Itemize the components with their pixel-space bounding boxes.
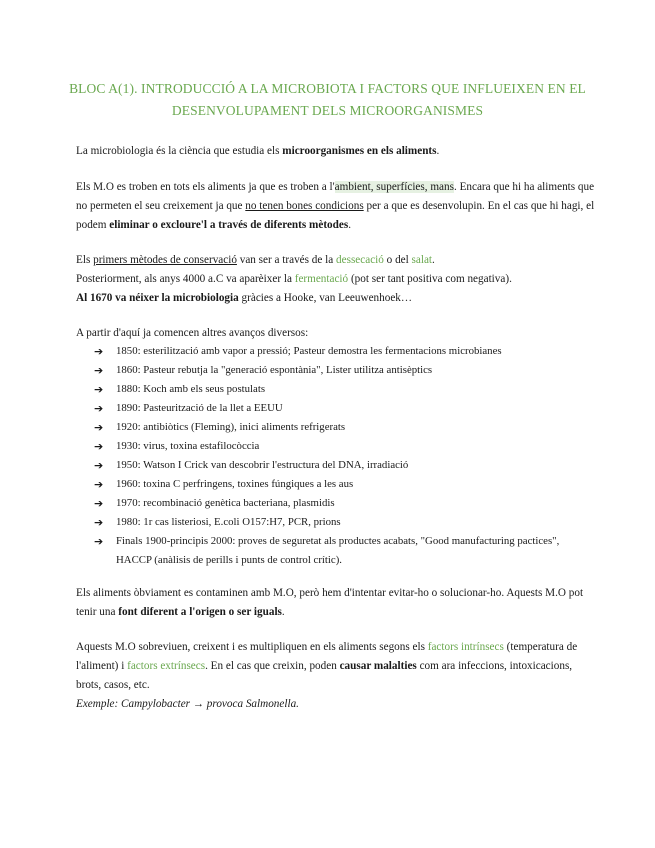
timeline-item (94, 418, 594, 437)
timeline-item (94, 494, 594, 513)
timeline-item-text: 1860: Pasteur rebutja la "generació espontània", Lister utilitza antisèptics (116, 364, 433, 376)
history-line-2 (76, 270, 596, 289)
text-run: . (348, 219, 351, 231)
timeline-item (94, 513, 594, 532)
green-text: dessecació (336, 254, 384, 266)
text-run: . (432, 254, 435, 266)
text-run: o del (383, 254, 412, 266)
green-text: salat (411, 254, 433, 266)
green-text: factors intrínsecs (427, 641, 504, 653)
arrow-bullet-icon: ➔ (94, 345, 104, 358)
document-title (60, 78, 595, 122)
text-run: Els M.O es troben en tots els aliments ja que es troben a l' (76, 181, 335, 193)
underlined-text: no tenen bones condicions (245, 200, 364, 212)
highlighted-text: ambient, superfícies, mans (334, 181, 454, 193)
text-run: van ser a través de la (236, 254, 337, 266)
timeline-item (94, 380, 594, 399)
timeline-item-text: 1950: Watson I Crick van descobrir l'estructura del DNA, irradiació (116, 459, 409, 471)
bold-text: causar malalties (339, 660, 417, 672)
timeline-item (94, 437, 594, 456)
text-run: . Encara que hi ha aliments que no permeten el seu creixement ja que (76, 181, 595, 212)
title-line-2: DESENVOLUPAMENT DELS MICROORGANISMES (171, 103, 484, 118)
title-line-1: BLOC A(1). INTRODUCCIÓ A LA MICROBIOTA I FACTORS QUE INFLUEIXEN EN EL (69, 81, 586, 96)
history-line-1 (76, 251, 596, 270)
timeline-item-text: 1850: esterilització amb vapor a pressió; Pasteur demostra les fermentacions microbianes (116, 345, 502, 357)
arrow-bullet-icon: ➔ (94, 402, 104, 415)
example-text: Exemple: Campylobacter → provoca Salmonella. (76, 698, 299, 710)
timeline-list (94, 342, 594, 570)
text-run: . En el cas que creixin, poden (205, 660, 340, 672)
timeline-item (94, 532, 594, 570)
text-run: (pot ser tant positiva com negativa). (348, 273, 512, 285)
paragraph-history (76, 251, 596, 308)
arrow-bullet-icon: ➔ (94, 478, 104, 491)
arrow-bullet-icon: ➔ (94, 516, 104, 529)
underlined-text: primers mètodes de conservació (93, 254, 237, 266)
timeline-item-text: 1920: antibiòtics (Fleming), inici aliments refrigerats (116, 421, 346, 433)
timeline-item-text: 1880: Koch amb els seus postulats (116, 383, 266, 395)
text-run: Els aliments òbviament es contaminen amb M.O, però hem d'intentar evitar-ho o solucionar-ho. Aquests M.O pot tenir una (76, 587, 584, 618)
paragraph-intro-list: A partir d'aquí ja comencen altres avanços diversos: (76, 327, 309, 339)
arrow-bullet-icon: ➔ (94, 535, 104, 548)
arrow-bullet-icon: ➔ (94, 364, 104, 377)
timeline-item-text: 1980: 1r cas listeriosi, E.coli O157:H7, PCR, prions (116, 516, 341, 528)
timeline-item-text: 1970: recombinació genètica bacteriana, plasmidis (116, 497, 335, 509)
green-text: factors extrínsecs (127, 660, 206, 672)
timeline-item-text: Finals 1900-principis 2000: proves de seguretat als productes acabats, "Good manufacturing pactices", HACCP (anàlisis de perills i punts de control crític). (116, 535, 560, 566)
timeline-item (94, 475, 594, 494)
text-run: Els (76, 254, 94, 266)
text-run: La microbiologia és la ciència que estudia els (76, 145, 283, 157)
bold-text: microorganismes en els aliments (282, 145, 437, 157)
text-run: . (281, 606, 285, 618)
text-run: per a que es desenvolupin. En el cas que hi hagi, el podem (76, 200, 595, 231)
text-run: Aquests M.O sobreviuen, creixent i es multipliquen en els aliments segons els (76, 641, 428, 653)
text-run: com ara infeccions, intoxicacions, brots, casos, etc. (76, 660, 573, 691)
timeline-item (94, 399, 594, 418)
timeline-item (94, 342, 594, 361)
history-line-3 (76, 289, 596, 308)
green-text: fermentació (294, 273, 349, 285)
text-run: . (436, 145, 440, 157)
text-run: gràcies a Hooke, van Leeuwenhoek… (238, 292, 413, 304)
bold-text: font diferent a l'origen o ser iguals (118, 606, 282, 618)
timeline-item (94, 361, 594, 380)
timeline-item-text: 1930: virus, toxina estafilocòccia (116, 440, 260, 452)
text-run: (temperatura de l'aliment) i (76, 641, 578, 672)
arrow-bullet-icon: ➔ (94, 440, 104, 453)
timeline-item-text: 1890: Pasteurització de la llet a EEUU (116, 402, 283, 414)
paragraph-definition (76, 142, 596, 161)
timeline-item-text: 1960: toxina C perfringens, toxines fúngiques a les aus (116, 478, 354, 490)
paragraph-contamination (76, 584, 596, 622)
text-run: Posteriorment, als anys 4000 a.C va aparèixer la (76, 273, 295, 285)
bold-text: Al 1670 va néixer la microbiologia (76, 292, 239, 304)
paragraph-presence (76, 178, 596, 235)
arrow-bullet-icon: ➔ (94, 497, 104, 510)
paragraph-factors (76, 638, 596, 714)
arrow-bullet-icon: ➔ (94, 383, 104, 396)
arrow-bullet-icon: ➔ (94, 421, 104, 434)
timeline-item (94, 456, 594, 475)
arrow-bullet-icon: ➔ (94, 459, 104, 472)
bold-text: eliminar o excloure'l a través de diferents mètodes (109, 219, 349, 231)
